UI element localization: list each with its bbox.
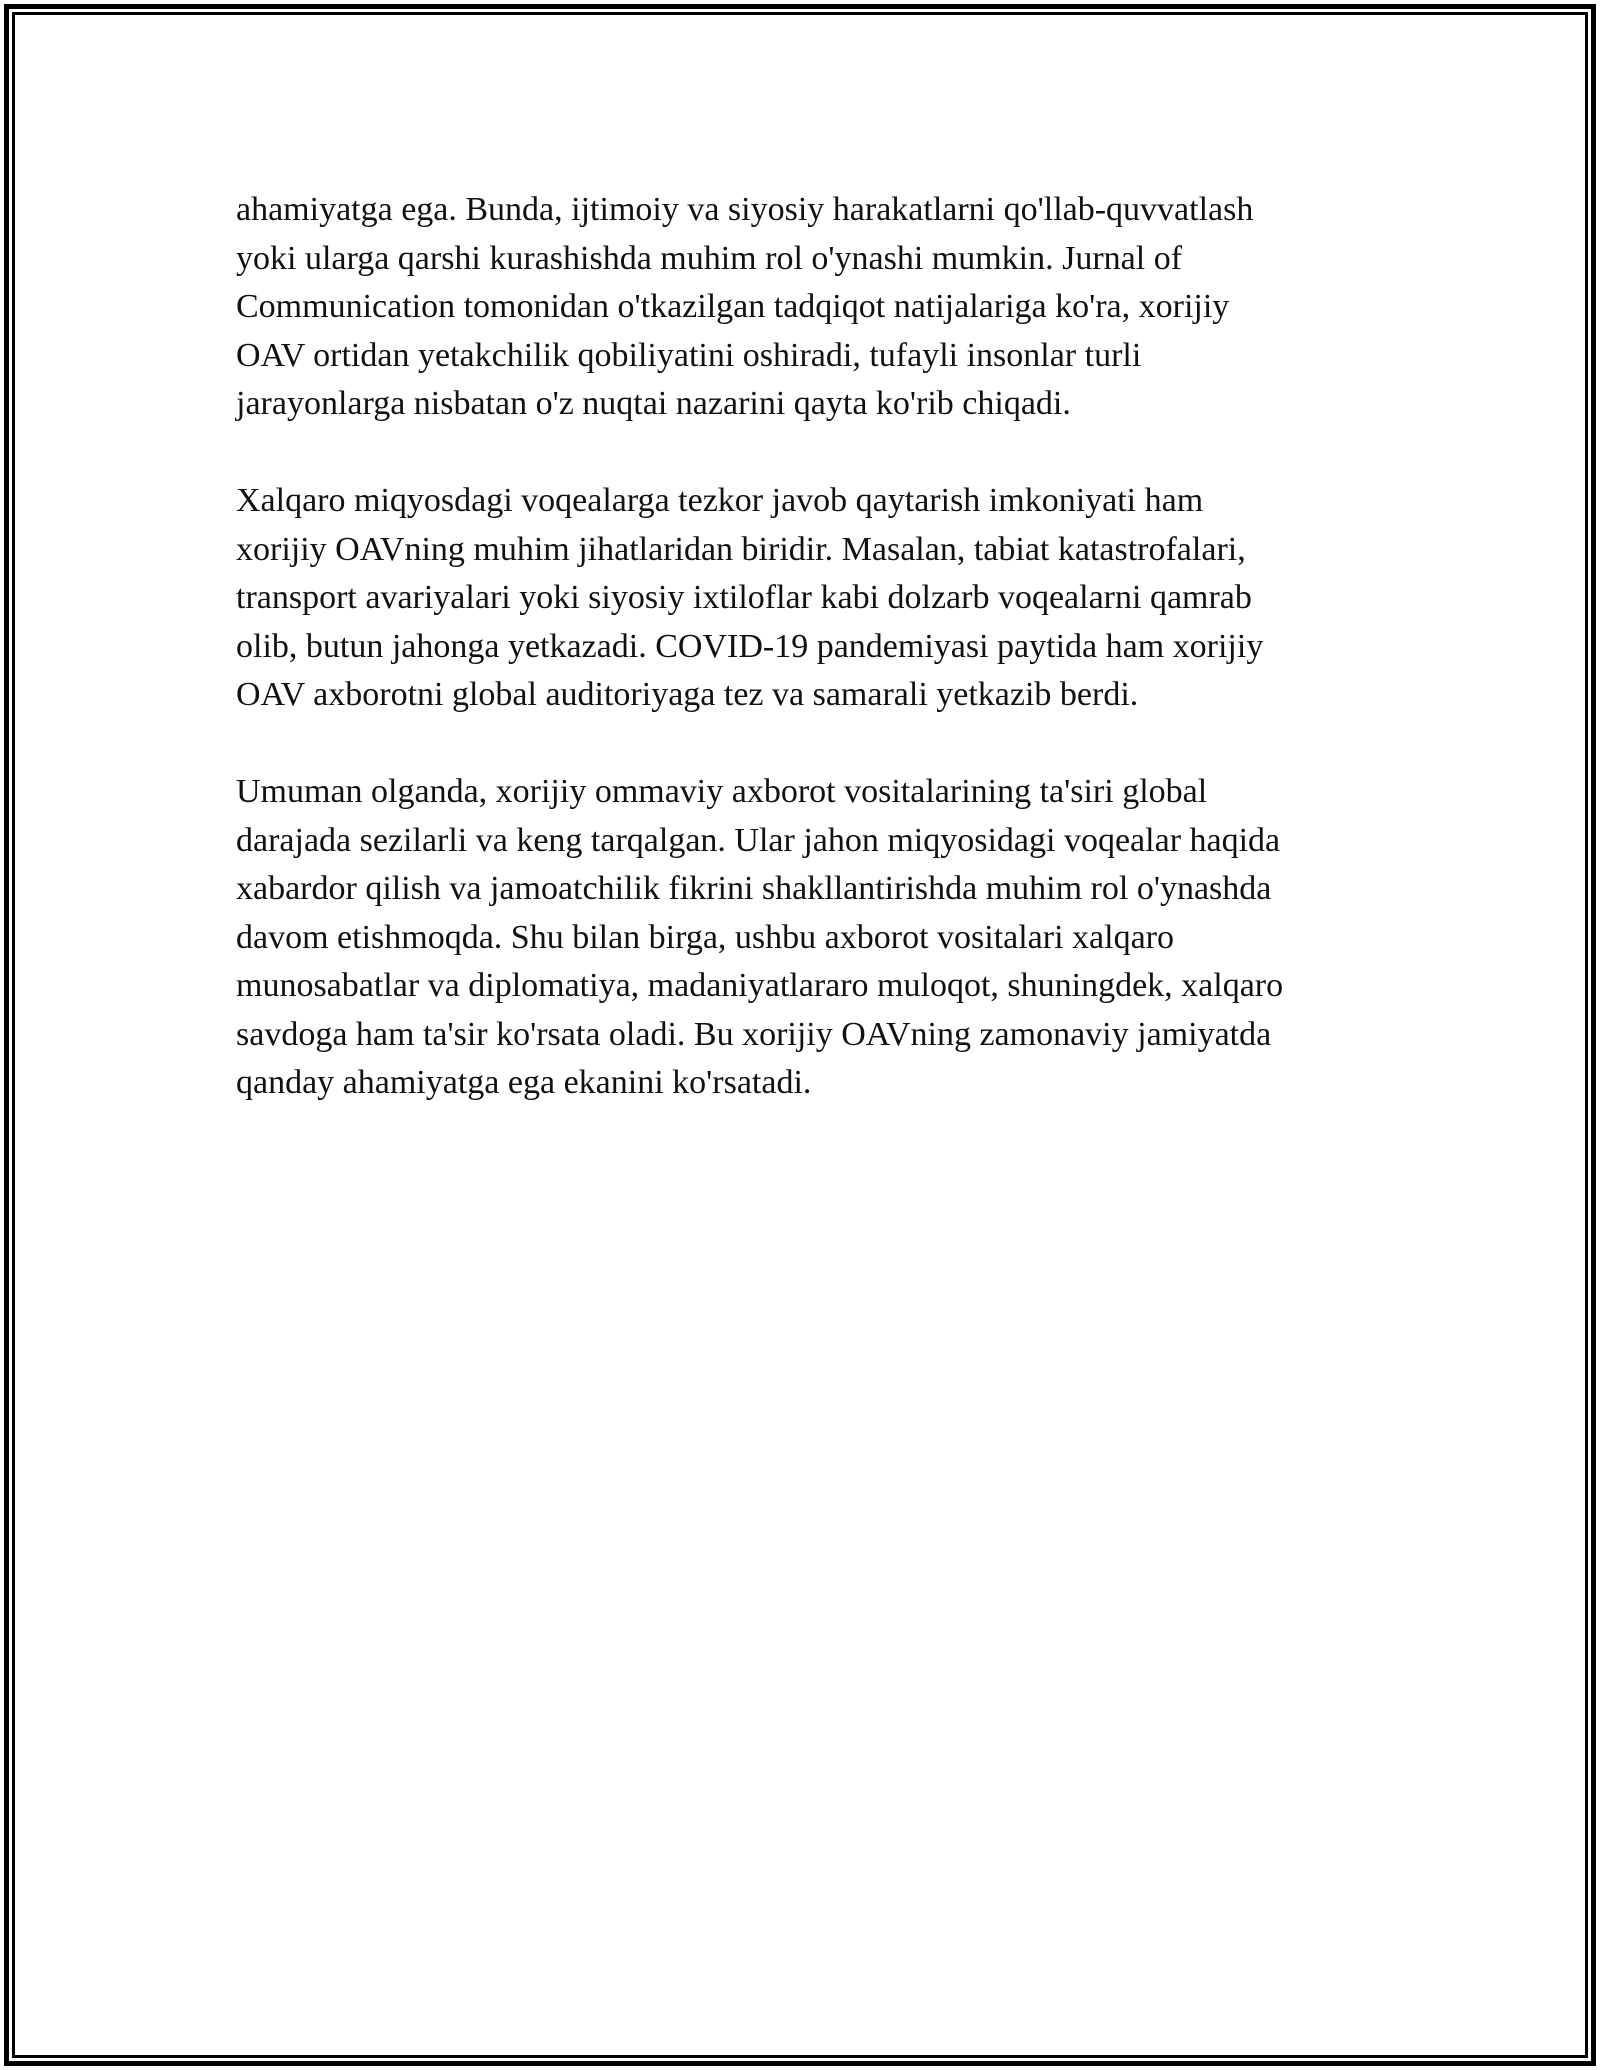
text-line: OAV ortidan yetakchilik qobiliyatini oshiradi, tufayli insonlar turli [236,336,1142,374]
document-body [236,186,1376,1156]
text-line: transport avariyalari yoki siyosiy ixtiloflar kabi dolzarb voqealarni qamrab [236,579,1252,616]
text-line: yoki ularga qarshi kurashishda muhim rol o'ynashi mumkin. Jurnal of [236,239,1183,277]
text-line: jarayonlarga nisbatan o'z nuqtai nazarini qayta ko'rib chiqadi. [236,385,1071,422]
text-line: OAV axborotni global auditoriyaga tez va samarali yetkazib berdi. [236,676,1139,713]
text-line: olib, butun jahonga yetkazadi. COVID-19 pandemiyasi paytida ham xorijiy [236,627,1264,665]
paragraph-2 [236,477,1376,720]
text-line: qanday ahamiyatga ega ekanini ko'rsatadi. [236,1064,812,1101]
text-line: Xalqaro miqyosdagi voqealarga tezkor javob qaytarish imkoniyati ham [236,482,1204,519]
text-line: Umuman olganda, xorijiy ommaviy axborot vositalarining ta'siri global [236,773,1208,810]
text-line: xorijiy OAVning muhim jihatlaridan biridir. Masalan, tabiat katastrofalari, [236,530,1246,568]
text-line: ahamiyatga ega. Bunda, ijtimoiy va siyosiy harakatlarni qo'llab-quvvatlash [236,191,1254,228]
text-line: davom etishmoqda. Shu bilan birga, ushbu axborot vositalari xalqaro [236,918,1174,956]
paragraph-3 [236,768,1376,1108]
text-line: munosabatlar va diplomatiya, madaniyatlararo muloqot, shuningdek, xalqaro [236,967,1284,1004]
text-line: xabardor qilish va jamoatchilik fikrini shakllantirishda muhim rol o'ynashda [236,870,1272,907]
text-line: Communication tomonidan o'tkazilgan tadqiqot natijalariga ko'ra, xorijiy [236,288,1230,325]
text-line: savdoga ham ta'sir ko'rsata oladi. Bu xorijiy OAVning zamonaviy jamiyatda [236,1015,1272,1053]
text-line: darajada sezilarli va keng tarqalgan. Ular jahon miqyosidagi voqealar haqida [236,821,1281,859]
paragraph-1 [236,186,1376,429]
